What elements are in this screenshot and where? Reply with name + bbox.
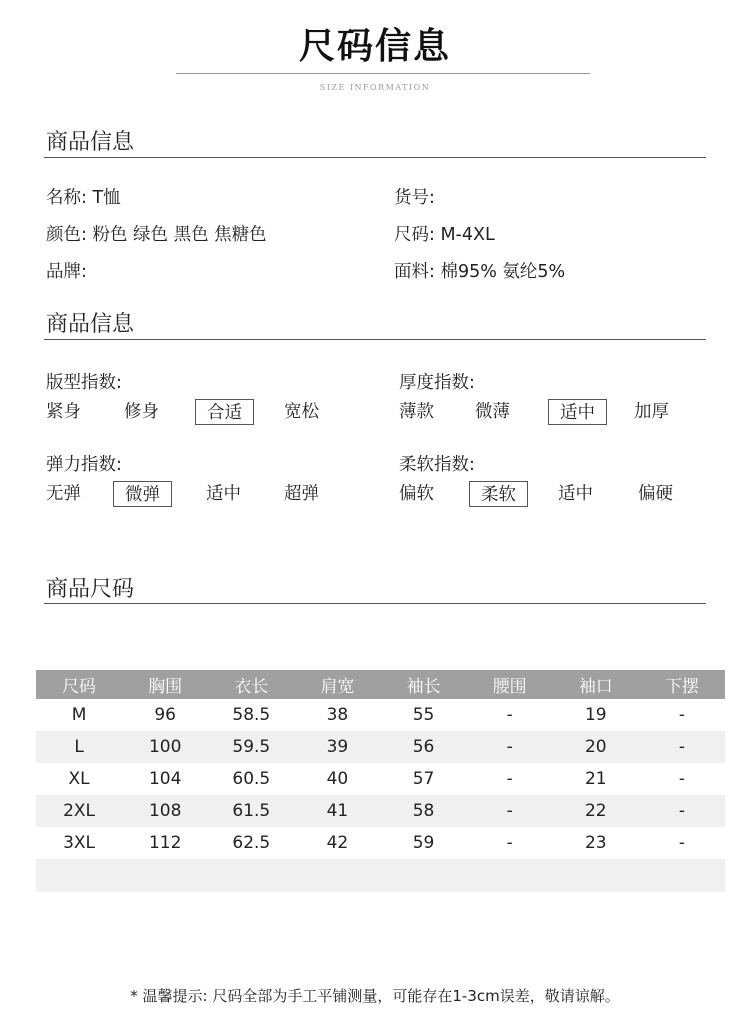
table-cell: 2XL bbox=[36, 795, 122, 827]
table-row bbox=[36, 699, 725, 731]
table-cell: 22 bbox=[553, 795, 639, 827]
section-divider bbox=[44, 603, 706, 604]
table-cell: XL bbox=[68, 769, 90, 789]
product-size-range: 尺码: M-4XL bbox=[394, 225, 495, 245]
softness-option-selected: 柔软 bbox=[469, 481, 528, 507]
page-title: 尺码信息 bbox=[298, 26, 451, 67]
column-header: 肩宽 bbox=[294, 670, 380, 699]
elasticity-option-selected: 微弹 bbox=[113, 481, 172, 507]
product-material: 面料: 棉95% 氨纶5% bbox=[394, 262, 566, 282]
table-cell: - bbox=[467, 731, 553, 763]
thickness-index-label: 厚度指数: bbox=[399, 373, 475, 393]
table-cell: 59.5 bbox=[208, 731, 294, 763]
table-cell: 62.5 bbox=[232, 833, 271, 853]
table-cell: 41 bbox=[294, 795, 380, 827]
table-cell: 58.5 bbox=[232, 705, 271, 725]
elasticity-option: 适中 bbox=[206, 484, 241, 504]
table-cell: 19 bbox=[584, 705, 607, 725]
table-cell: 21 bbox=[584, 769, 607, 789]
table-cell: - bbox=[678, 769, 685, 789]
column-header: 袖口 bbox=[553, 670, 639, 699]
table-cell: 38 bbox=[326, 705, 349, 725]
column-header: 衣长 bbox=[208, 670, 294, 699]
fit-index-label: 版型指数: bbox=[46, 373, 122, 393]
table-cell: 56 bbox=[381, 731, 467, 763]
table-cell: 3XL bbox=[63, 833, 96, 853]
table-cell: - bbox=[639, 731, 725, 763]
table-cell: 40 bbox=[326, 769, 349, 789]
table-cell: M bbox=[71, 705, 87, 725]
table-cell: - bbox=[506, 705, 513, 725]
fit-option: 宽松 bbox=[284, 402, 319, 422]
page-subtitle: SIZE INFORMATION bbox=[319, 83, 431, 92]
table-row-empty bbox=[36, 859, 725, 892]
section-divider bbox=[44, 339, 706, 340]
table-cell: 59 bbox=[412, 833, 435, 853]
table-cell: - bbox=[678, 705, 685, 725]
table-row bbox=[36, 763, 725, 795]
elasticity-index-label: 弹力指数: bbox=[46, 455, 122, 475]
section-divider bbox=[44, 157, 706, 158]
column-header: 下摆 bbox=[639, 670, 725, 699]
column-header: 腰围 bbox=[467, 670, 553, 699]
column-header: 尺码 bbox=[36, 670, 122, 699]
thickness-option: 微薄 bbox=[475, 402, 510, 422]
table-cell: 96 bbox=[154, 705, 176, 725]
size-table bbox=[36, 670, 725, 892]
measurement-note: * 温馨提示: 尺码全部为手工平铺测量，可能存在1-3cm误差，敬请谅解。 bbox=[130, 987, 620, 1005]
product-colors: 颜色: 粉色 绿色 黑色 焦糖色 bbox=[46, 225, 267, 245]
table-cell: 104 bbox=[148, 769, 182, 789]
section-title-product-info: 商品信息 bbox=[46, 130, 135, 155]
product-name: 名称: T恤 bbox=[46, 188, 121, 208]
section-title-indices: 商品信息 bbox=[46, 312, 135, 337]
softness-option: 偏软 bbox=[399, 484, 434, 504]
product-item-no: 货号: bbox=[394, 188, 435, 208]
table-row bbox=[36, 731, 725, 763]
section-title-size-table: 商品尺码 bbox=[46, 577, 135, 602]
fit-option: 修身 bbox=[124, 402, 159, 422]
table-cell: 39 bbox=[294, 731, 380, 763]
thickness-option: 薄款 bbox=[399, 402, 434, 422]
softness-option: 偏硬 bbox=[638, 484, 673, 504]
table-cell: - bbox=[678, 833, 685, 853]
table-row bbox=[36, 795, 725, 827]
table-cell: L bbox=[36, 731, 122, 763]
elasticity-option: 无弹 bbox=[46, 484, 81, 504]
thickness-option-selected: 适中 bbox=[548, 399, 607, 425]
table-row bbox=[36, 827, 725, 859]
table-cell: 60.5 bbox=[232, 769, 271, 789]
table-cell-empty bbox=[36, 859, 725, 892]
table-cell: 108 bbox=[122, 795, 208, 827]
fit-option: 紧身 bbox=[46, 402, 81, 422]
table-cell: - bbox=[506, 833, 513, 853]
table-cell: 55 bbox=[412, 705, 435, 725]
column-header: 袖长 bbox=[381, 670, 467, 699]
table-header-row bbox=[36, 670, 725, 699]
table-cell: 58 bbox=[381, 795, 467, 827]
table-cell: 61.5 bbox=[208, 795, 294, 827]
table-cell: 57 bbox=[412, 769, 435, 789]
table-cell: 112 bbox=[148, 833, 182, 853]
table-cell: 100 bbox=[122, 731, 208, 763]
elasticity-option: 超弹 bbox=[284, 484, 319, 504]
softness-option: 适中 bbox=[558, 484, 593, 504]
table-cell: 42 bbox=[326, 833, 349, 853]
thickness-option: 加厚 bbox=[634, 402, 669, 422]
fit-option-selected: 合适 bbox=[195, 399, 254, 425]
table-cell: 23 bbox=[584, 833, 607, 853]
table-cell: - bbox=[506, 769, 513, 789]
title-divider bbox=[176, 73, 590, 74]
table-cell: - bbox=[639, 795, 725, 827]
softness-index-label: 柔软指数: bbox=[399, 455, 475, 475]
table-cell: - bbox=[467, 795, 553, 827]
table-cell: 20 bbox=[553, 731, 639, 763]
product-brand: 品牌: bbox=[46, 262, 87, 282]
column-header: 胸围 bbox=[122, 670, 208, 699]
